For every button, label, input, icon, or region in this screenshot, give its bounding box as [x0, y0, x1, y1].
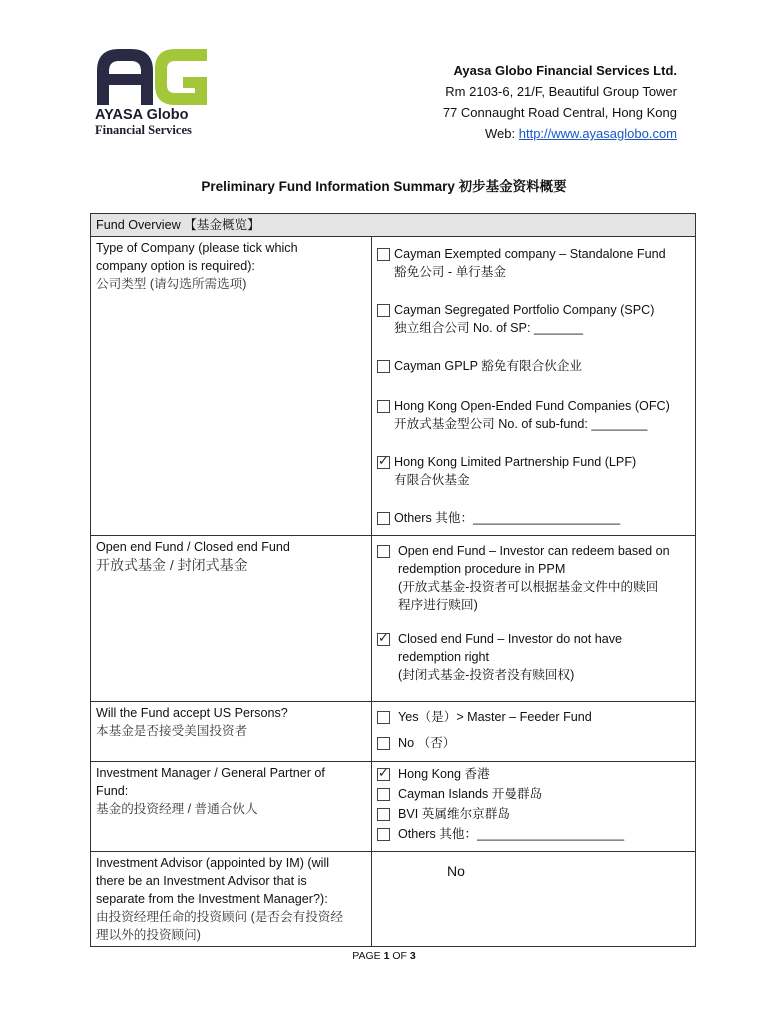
- option-label: Cayman Exempted company – Standalone Fund: [394, 247, 666, 261]
- option-sublabel: 开放式基金型公司 No. of sub-fund: ________: [394, 417, 648, 431]
- table-row-open-closed: [91, 536, 696, 702]
- option-hk-ofc: [377, 397, 690, 433]
- company-name: Ayasa Globo Financial Services Ltd.: [453, 63, 677, 78]
- answer-investment-manager: [372, 762, 696, 852]
- option-label: BVI 英属维尔京群岛: [398, 807, 510, 821]
- option-bvi: [377, 805, 690, 823]
- option-cayman-islands: [377, 785, 690, 803]
- question-text: Type of Company (please tick which: [96, 241, 298, 255]
- question-text: Investment Advisor (appointed by IM) (will: [96, 856, 330, 870]
- option-label: Open end Fund – Investor can redeem based on: [398, 544, 670, 558]
- address-line-2: 77 Connaught Road Central, Hong Kong: [442, 105, 677, 120]
- question-text: Will the Fund accept US Persons?: [96, 706, 288, 720]
- option-sublabel: 豁免公司 - 单行基金: [394, 265, 506, 279]
- option-label: redemption procedure in PPM: [398, 562, 566, 576]
- option-label: Cayman Segregated Portfolio Company (SPC): [394, 303, 655, 317]
- question-text-chinese: 公司类型 (请勾选所需选项): [96, 277, 247, 291]
- checkbox[interactable]: [377, 828, 390, 841]
- fund-overview-table: [90, 213, 696, 947]
- checkbox[interactable]: [377, 711, 390, 724]
- option-cayman-gplp: [377, 357, 690, 375]
- table-header-row: [91, 214, 696, 237]
- option-sublabel: 独立组合公司 No. of SP: _______: [394, 321, 583, 335]
- document-title: Preliminary Fund Information Summary 初步基金资料概要: [201, 179, 567, 194]
- answer-company-type: [372, 237, 696, 536]
- option-label: Cayman GPLP 豁免有限合伙企业: [394, 359, 583, 373]
- fund-overview-header: Fund Overview 【基金概览】: [91, 214, 696, 237]
- page-number: [0, 950, 768, 962]
- option-sublabel: (封闭式基金-投资者没有赎回权): [398, 668, 575, 682]
- option-others: [377, 825, 690, 843]
- advisor-answer: No: [447, 863, 465, 879]
- company-logo: [95, 45, 215, 137]
- website-link[interactable]: http://www.ayasaglobo.com: [518, 126, 677, 141]
- question-text: there be an Investment Advisor that is: [96, 874, 307, 888]
- checkbox[interactable]: [377, 512, 390, 525]
- option-yes: [377, 708, 690, 726]
- question-text: Fund:: [96, 784, 129, 798]
- option-closed-end: [377, 630, 690, 684]
- option-label: Cayman Islands 开曼群岛: [398, 787, 543, 801]
- option-label: Others 其他：_____________________: [394, 511, 621, 525]
- checkbox[interactable]: [377, 788, 390, 801]
- checkbox[interactable]: [377, 737, 390, 750]
- answer-us-persons: [372, 702, 696, 762]
- option-label: Others 其他：_____________________: [398, 827, 625, 841]
- option-label: Yes（是）> Master – Feeder Fund: [398, 710, 592, 724]
- logo-wordmark: AYASA Globo: [95, 107, 189, 123]
- option-open-end: [377, 542, 690, 614]
- question-text-chinese: 由投资经理任命的投资顾问 (是否会有投资经: [96, 910, 343, 924]
- checkbox[interactable]: [377, 545, 390, 558]
- total-pages: 3: [409, 950, 416, 962]
- table-row-company-type: [91, 237, 696, 536]
- logo-tagline: Financial Services: [95, 123, 192, 137]
- web-label: Web:: [485, 126, 516, 141]
- question-text: separate from the Investment Manager?):: [96, 892, 328, 906]
- checkbox[interactable]: [377, 248, 390, 261]
- question-investment-manager: [91, 762, 372, 852]
- page-label: PAGE: [352, 950, 381, 962]
- question-us-persons: [91, 702, 372, 762]
- answer-open-closed: [372, 536, 696, 702]
- checkbox-checked[interactable]: [377, 768, 390, 781]
- checkbox-checked[interactable]: [377, 633, 390, 646]
- option-label: Hong Kong Limited Partnership Fund (LPF): [394, 455, 637, 469]
- option-no: [377, 734, 690, 752]
- question-text: Investment Manager / General Partner of: [96, 766, 325, 780]
- option-label: No （否）: [398, 736, 456, 750]
- question-text: company option is required):: [96, 259, 255, 273]
- option-sublabel: 程序进行赎回): [398, 598, 478, 612]
- option-label: Closed end Fund – Investor do not have: [398, 632, 623, 646]
- checkbox[interactable]: [377, 360, 390, 373]
- table-row-us-persons: [91, 702, 696, 762]
- question-investment-advisor: [91, 852, 372, 947]
- checkbox[interactable]: [377, 808, 390, 821]
- option-sublabel: (开放式基金-投资者可以根据基金文件中的赎回: [398, 580, 659, 594]
- checkbox[interactable]: [377, 400, 390, 413]
- option-label: redemption right: [398, 650, 490, 664]
- option-label: Hong Kong Open-Ended Fund Companies (OFC): [394, 399, 670, 413]
- company-address-block: [443, 60, 677, 144]
- option-hong-kong: [377, 765, 690, 783]
- of-label: OF: [392, 950, 407, 962]
- option-cayman-spc: [377, 301, 690, 337]
- website-line: [443, 123, 677, 144]
- option-label: Hong Kong 香港: [398, 767, 490, 781]
- option-others: [377, 509, 690, 527]
- answer-investment-advisor: [372, 852, 696, 947]
- question-text-chinese: 基金的投资经理 / 普通合伙人: [96, 802, 258, 816]
- address-line-1: Rm 2103-6, 21/F, Beautiful Group Tower: [445, 84, 677, 99]
- option-hk-lpf: [377, 453, 690, 489]
- checkbox[interactable]: [377, 304, 390, 317]
- question-text-chinese: 开放式基金 / 封闭式基金: [96, 557, 248, 573]
- ag-logo-mark: [95, 45, 215, 107]
- question-open-closed: [91, 536, 372, 702]
- checkbox-checked[interactable]: [377, 456, 390, 469]
- question-text: Open end Fund / Closed end Fund: [96, 540, 290, 554]
- option-sublabel: 有限合伙基金: [394, 473, 470, 487]
- question-text-chinese: 理以外的投资顾问): [96, 928, 201, 942]
- table-row-investment-manager: [91, 762, 696, 852]
- question-text-chinese: 本基金是否接受美国投资者: [96, 724, 248, 738]
- table-row-investment-advisor: [91, 852, 696, 947]
- option-cayman-exempted: [377, 245, 690, 281]
- question-company-type: [91, 237, 372, 536]
- current-page: 1: [383, 950, 390, 962]
